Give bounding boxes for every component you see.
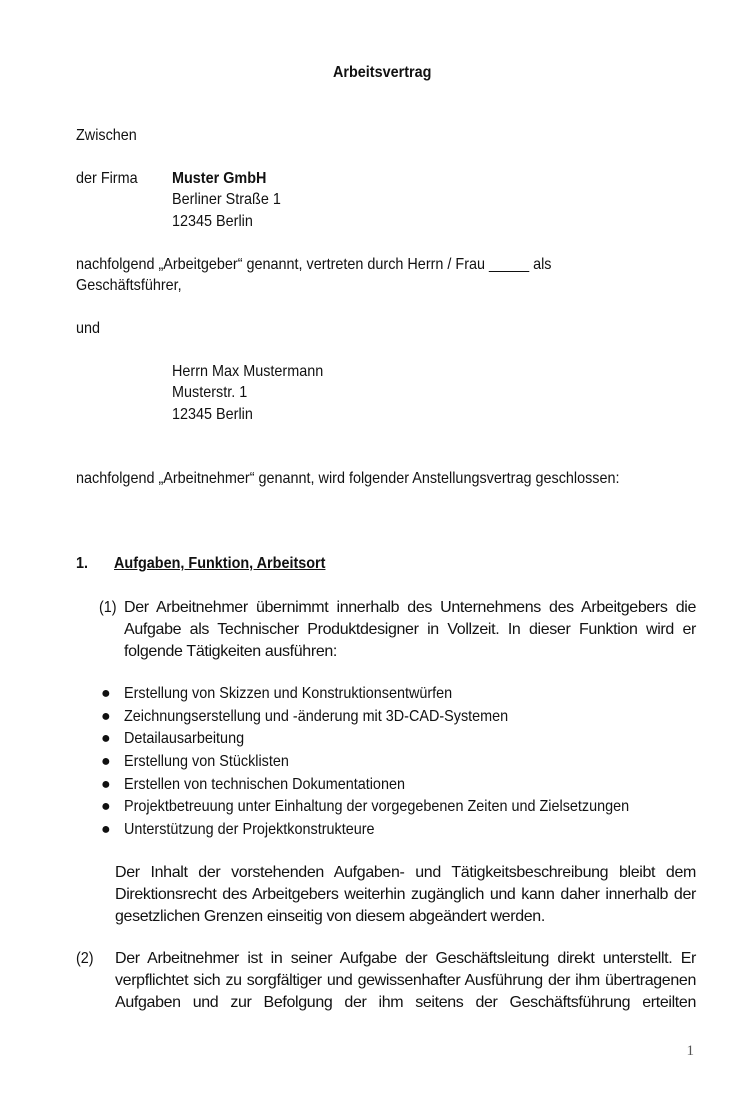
paragraph-line: Der Arbeitnehmer übernimmt innerhalb des Unternehmens des Arbeitgebers die <box>124 599 696 616</box>
paragraph-number: (1) <box>99 599 117 616</box>
bullet-icon: ● <box>101 685 111 702</box>
bullet-icon: ● <box>101 730 111 747</box>
and-text: und <box>76 320 101 337</box>
paragraph-line: Aufgaben und zur Befolgung der ihm seitens der Geschäftsführung erteilten <box>115 994 696 1011</box>
paragraph-line: Der Inhalt der vorstehenden Aufgaben- und Tätigkeitsbeschreibung bleibt dem <box>115 864 696 881</box>
list-item: Unterstützung der Projektkonstrukteure <box>124 821 375 838</box>
employer-label: der Firma <box>76 170 138 187</box>
page-number: 1 <box>686 1043 694 1059</box>
section-heading: Aufgaben, Funktion, Arbeitsort <box>114 555 326 572</box>
paragraph-line: verpflichtet sich zu sorgfältiger und gewissenhafter Ausführung der ihm übertragenen <box>115 972 696 989</box>
list-item: Projektbetreuung unter Einhaltung der vorgegebenen Zeiten und Zielsetzungen <box>124 798 630 815</box>
document-title: Arbeitsvertrag <box>333 64 432 81</box>
paragraph-line: Der Arbeitnehmer ist in seiner Aufgabe der Geschäftsleitung direkt unterstellt. Er <box>115 950 696 967</box>
list-item: Erstellung von Stücklisten <box>124 753 289 770</box>
paragraph-1-text <box>124 597 696 663</box>
employer-note-line: nachfolgend „Arbeitgeber“ genannt, vertreten durch Herrn / Frau _____ als <box>76 256 552 273</box>
list-item: Erstellung von Skizzen und Konstruktionsentwürfen <box>124 685 453 702</box>
intro-text: Zwischen <box>76 127 137 144</box>
list-item: Zeichnungserstellung und -änderung mit 3D-CAD-Systemen <box>124 708 509 725</box>
bullet-icon: ● <box>101 798 111 815</box>
bullet-icon: ● <box>101 776 111 793</box>
list-item: Erstellen von technischen Dokumentationen <box>124 776 405 793</box>
paragraph-1-continued <box>115 862 696 928</box>
employee-street: Musterstr. 1 <box>172 384 248 401</box>
bullet-icon: ● <box>101 753 111 770</box>
employee-name: Herrn Max Mustermann <box>172 363 324 380</box>
paragraph-number: (2) <box>76 950 94 967</box>
employer-street: Berliner Straße 1 <box>172 191 281 208</box>
employee-note: nachfolgend „Arbeitnehmer“ genannt, wird folgender Anstellungsvertrag geschlossen: <box>76 470 620 487</box>
paragraph-line: Aufgabe als Technischer Produktdesigner in Vollzeit. In dieser Funktion wird er <box>124 621 696 638</box>
list-item: Detailausarbeitung <box>124 730 245 747</box>
employer-note-line: Geschäftsführer, <box>76 277 182 294</box>
employee-city: 12345 Berlin <box>172 406 253 423</box>
paragraph-line: folgende Tätigkeiten ausführen: <box>124 643 338 660</box>
employer-city: 12345 Berlin <box>172 213 253 230</box>
paragraph-2-text <box>115 948 696 1014</box>
section-number: 1. <box>76 555 89 572</box>
bullet-icon: ● <box>101 821 111 838</box>
paragraph-line: Direktionsrecht des Arbeitgebers weiterhin zugänglich und kann daher innerhalb der <box>115 886 696 903</box>
bullet-icon: ● <box>101 708 111 725</box>
paragraph-line: gesetzlichen Grenzen einseitig von diesem abgeändert werden. <box>115 908 545 925</box>
employer-name: Muster GmbH <box>172 170 267 187</box>
